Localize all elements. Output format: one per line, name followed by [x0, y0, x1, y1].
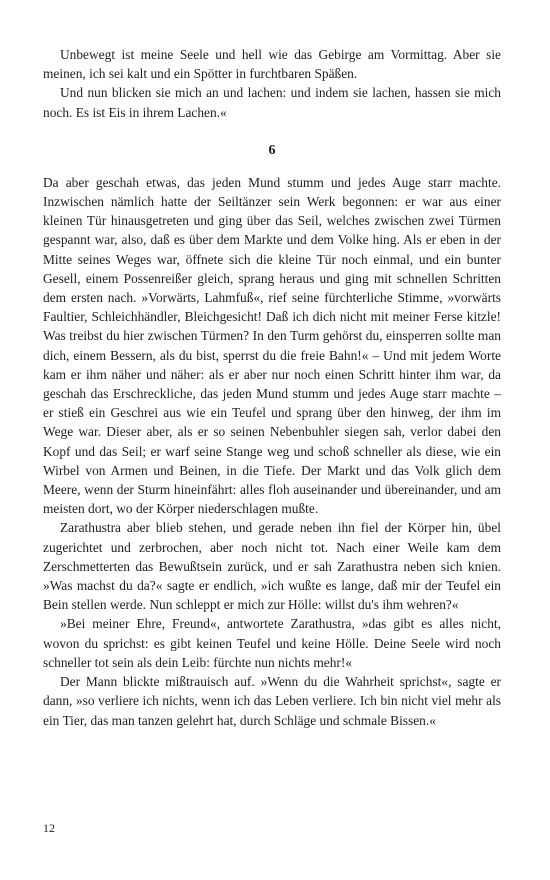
- paragraph-5: »Bei meiner Ehre, Freund«, antwortete Zarathustra, »das gibt es alles nicht, wovon du sprichst: es gibt keinen Teufel und keine Hölle. Deine Seele wird noch schneller tot sein als dein Leib: fürchte nun nichts mehr!«: [43, 616, 501, 670]
- paragraph-1: Unbewegt ist meine Seele und hell wie das Gebirge am Vormittag. Aber sie meinen, ich sei kalt und ein Spötter in furchtbaren Späßen.: [43, 47, 501, 82]
- paragraph-3: Da aber geschah etwas, das jeden Mund stumm und jedes Auge starr machte. Inzwischen nämlich hatte der Seiltänzer sein Werk begonnen: er war aus einer kleinen Tür hinausgetreten und ging über das Seil, welches zwischen zwei Türmen gespannt war, also, daß es über dem Markte und dem Volke hing. Als er eben in der Mitte seines Weges war, öffnete sich die kleine Tür noch einmal, und ein bunter Gesell, einem Possenreißer gleich, sprang heraus und ging mit schnellen Schritten dem ersten nach. »Vorwärts, Lahmfuß«, rief seine fürchterliche Stimme, »vorwärts Faultier, Schleichhändler, Bleichgesicht! Daß ich dich nicht mit meiner Ferse kitzle! Was treibst du hier zwischen Türmen? In den Turm gehörst du, einsperren sollte man dich, einem Bessern, als du bist, sperrst du die freie Bahn!« – Und mit jedem Worte kam er ihm näher und näher: als er aber nur noch einen Schritt hinter ihm war, da geschah das Erschreckliche, das jeden Mund stumm und jedes Auge starr machte – er stieß ein Geschrei aus wie ein Teufel und sprang über den hinweg, der ihm im Wege war. Dieser aber, als er so seinen Nebenbuhler siegen sah, verlor dabei den Kopf und das Seil; er warf seine Stange weg und schoß schneller als diese, wie ein Wirbel von Armen und Beinen, in die Tiefe. Der Markt und das Volk glich dem Meere, wenn der Sturm hineinfährt: alles floh auseinander und übereinander, und am meisten dort, wo der Körper niederschlagen mußte.: [43, 174, 501, 517]
- paragraph-4: Zarathustra aber blieb stehen, und gerade neben ihn fiel der Körper hin, übel zugerichtet und zerbrochen, aber noch nicht tot. Nach einer Weile kam dem Zerschmetterten das Bewußtsein zurück, und er sah Zarathustra neben sich knien. »Was machst du da?« sagte er endlich, »ich wußte es lange, daß mir der Teufel ein Bein stellen werde. Nun schleppt er mich zur Hölle: willst du's ihm wehren?«: [43, 520, 501, 613]
- section-number: 6: [268, 142, 276, 158]
- paragraph-2: Und nun blicken sie mich an und lachen: und indem sie lachen, hassen sie mich noch. Es ist Eis in ihrem Lachen.«: [43, 85, 501, 120]
- page-body: [43, 45, 501, 730]
- paragraph-6: Der Mann blickte mißtrauisch auf. »Wenn du die Wahrheit sprichst«, sagte er dann, »so verliere ich nichts, wenn ich das Leben verliere. Ich bin nicht viel mehr als ein Tier, das man tanzen gelehrt hat, durch Schläge und schmale Bissen.«: [43, 674, 501, 728]
- page-number: 12: [43, 821, 55, 835]
